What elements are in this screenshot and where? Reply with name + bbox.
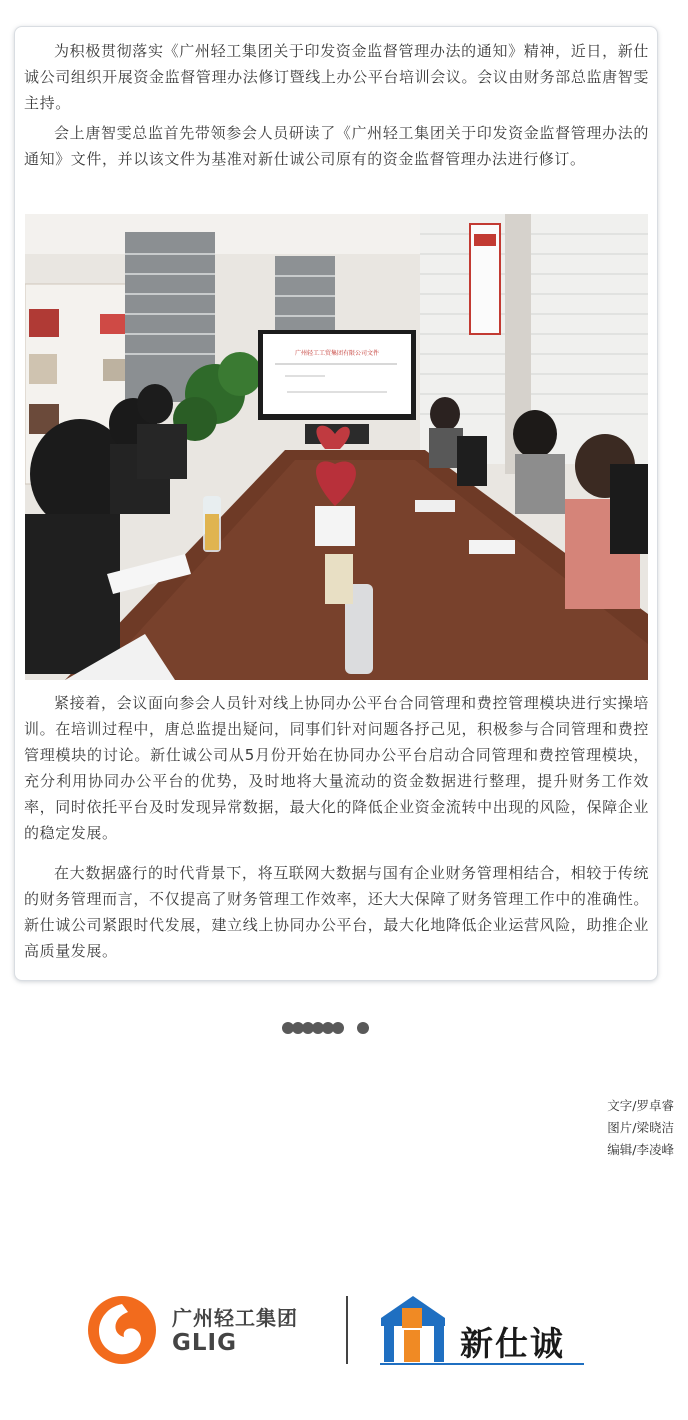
- meeting-photo: [25, 214, 648, 680]
- carousel-dot[interactable]: [332, 1022, 344, 1034]
- article-paragraph: 为积极贯彻落实《广州轻工集团关于印发资金监督管理办法的通知》精神，近日，新仕诚公司组织开展资金监督管理办法修订暨线上办公平台培训会议。会议由财务部总监唐智雯主持。: [24, 42, 649, 112]
- credit-text-author: 文字/罗卓睿: [607, 1098, 674, 1113]
- glig-logo-icon: [88, 1296, 156, 1364]
- xinshicheng-brand-name: 新仕诚: [460, 1324, 565, 1363]
- tv-screen-text: 广州轻工工贸集团有限公司文件: [294, 350, 380, 357]
- article-credits: [607, 1095, 674, 1161]
- article-paragraph: 紧接着，会议面向参会人员针对线上协同办公平台合同管理和费控管理模块进行实操培训。在培训过程中，唐总监提出疑问，同事们针对问题各抒己见，积极参与合同管理和费控管理模块的讨论。新仕诚公司从5月份开始在协同办公平台启动合同管理和费控管理模块，充分利用协同办公平台的优势，及时地将大量流动的资金数据进行整理，提升财务工作效率，同时依托平台及时发现异常数据，最大化的降低企业资金流转中出现的风险，保障企业的稳定发展。: [24, 694, 649, 842]
- article-paragraph: 会上唐智雯总监首先带领参会人员研读了《广州轻工集团关于印发资金监督管理办法的通知》文件，并以该文件为基准对新仕诚公司原有的资金监督管理办法进行修订。: [24, 124, 649, 168]
- article-paragraph: 在大数据盛行的时代背景下，将互联网大数据与国有企业财务管理相结合，相较于传统的财务管理而言，不仅提高了财务管理工作效率，还大大保障了财务管理工作中的准确性。新仕诚公司紧跟时代发展，建立线上协同办公平台，最大化地降低企业运营风险，助推企业高质量发展。: [24, 864, 649, 960]
- carousel-dot[interactable]: [357, 1022, 369, 1034]
- footer-logos: [0, 1290, 688, 1370]
- glig-brand-en: GLIG: [172, 1330, 237, 1356]
- credit-photo-author: 图片/梁晓洁: [607, 1120, 674, 1135]
- credit-editor: 编辑/李凌峰: [607, 1142, 674, 1157]
- glig-brand-name: 广州轻工集团: [172, 1306, 298, 1330]
